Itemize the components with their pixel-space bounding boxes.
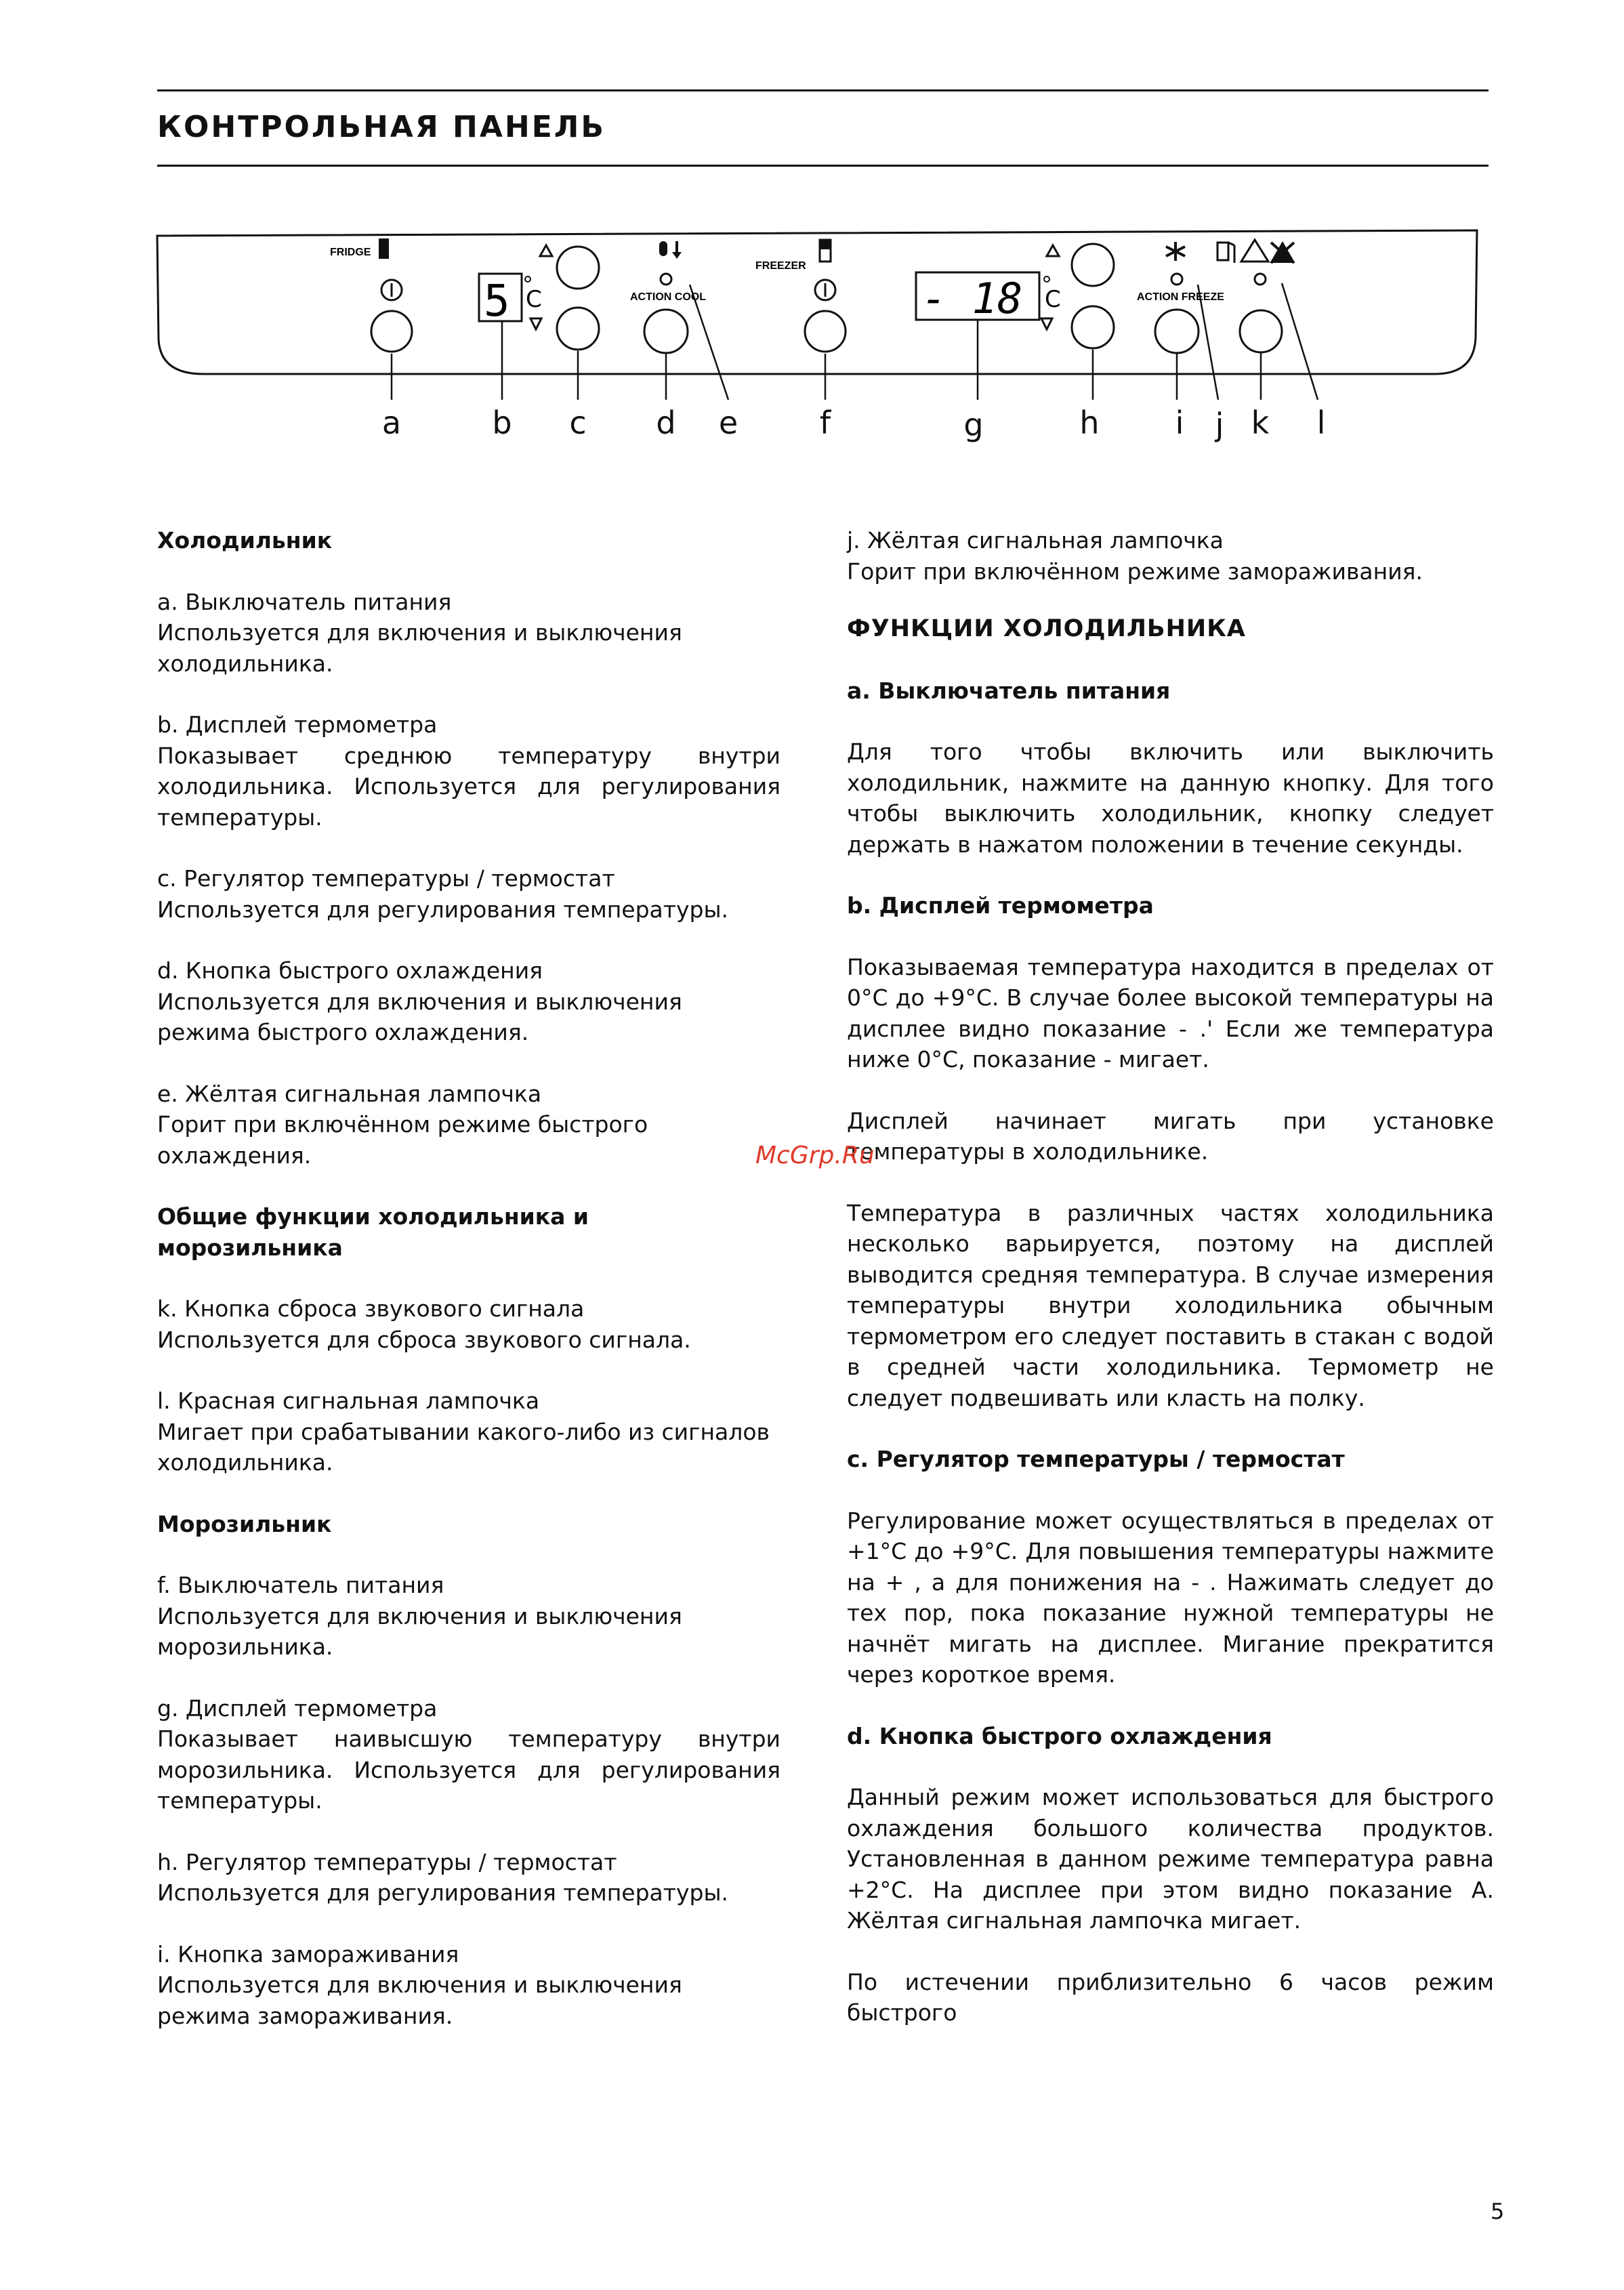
action-cool-label: ACTION COOL	[630, 291, 706, 303]
watermark: McGrp.Ru	[755, 1142, 875, 1169]
freezer-temp-up-button[interactable]	[1072, 244, 1114, 286]
freeze-button[interactable]	[1155, 310, 1199, 353]
alarm-reset-button[interactable]	[1240, 310, 1282, 352]
callout-j: j	[1215, 407, 1224, 443]
item-l-text: Мигает при срабатывании какого-либо из сигналов холодильника.	[157, 1418, 770, 1476]
alarm-led	[1255, 274, 1266, 285]
fridge-unit: C	[526, 286, 542, 313]
left-column	[157, 525, 780, 2031]
function-b-text-3: Температура в различных частях холодильника несколько варьируется, поэтому на дисплей выводится средняя температура. В случае измерения температуры внутри холодильника обычным термометром его следует поставить в стакан с водой в средней части холодильника. Термометр не следует подвешивать или класть на полку.	[847, 1199, 1494, 1411]
freezer-unit: C	[1045, 286, 1061, 313]
item-e-text: Горит при включённом режиме быстрого охлаждения.	[157, 1111, 648, 1169]
item-a-text: Используется для включения и выключения холодильника.	[157, 619, 682, 677]
function-b-text-1: Показываемая температура находится в пределах от 0°С до +9°С. В случае более высокой температуры на дисплее видно показание - .' Если же температура ниже 0°С, показание - мигает.	[847, 953, 1494, 1073]
callout-k: k	[1251, 404, 1270, 441]
item-g-title: g. Дисплей термометра	[157, 1694, 438, 1722]
function-b-text-2: Дисплей начинает мигать при установке температуры в холодильнике.	[847, 1107, 1494, 1165]
function-d-text-1: Данный режим может использоваться для быстрого охлаждения большого количества продуктов. Установленная в данном режиме температура равна +2°С. На дисплее при этом видно показание А. Жёлтая сигнальная лампочка мигает.	[847, 1784, 1494, 1934]
item-j-title: j. Жёлтая сигнальная лампочка	[847, 527, 1224, 554]
item-l-title: l. Красная сигнальная лампочка	[157, 1388, 540, 1414]
item-h-title: h. Регулятор температуры / термостат	[157, 1848, 617, 1875]
callout-e: e	[718, 404, 738, 441]
freezer-heading: Морозильник	[157, 1510, 332, 1537]
callout-b: b	[492, 404, 512, 441]
fridge-icon	[379, 238, 389, 259]
fast-cool-button[interactable]	[644, 310, 688, 353]
fridge-temp-up-button[interactable]	[557, 247, 599, 289]
item-b-title: b. Дисплей термометра	[157, 711, 438, 738]
control-panel-diagram	[0, 0, 1624, 474]
function-d-heading: d. Кнопка быстрого охлаждения	[847, 1722, 1272, 1749]
freezer-temp: - 18	[921, 274, 1023, 323]
item-g-text: Показывает наивысшую температуру внутри морозильника. Используется для регулирования температуры.	[157, 1726, 780, 1814]
callout-h: h	[1079, 404, 1100, 441]
item-k-text: Используется для сброса звукового сигнала.	[157, 1326, 691, 1353]
fridge-temp-down-button[interactable]	[557, 308, 599, 350]
freezer-temp-up-icon	[1047, 245, 1059, 256]
fridge-degree	[525, 276, 530, 282]
item-k-title: k. Кнопка сброса звукового сигнала	[157, 1295, 585, 1322]
freeze-led	[1171, 274, 1182, 285]
function-c-heading: c. Регулятор температуры / термостат	[847, 1446, 1345, 1472]
freezer-temp-down-icon	[1041, 318, 1052, 329]
fast-cool-icon	[659, 241, 682, 259]
item-i-text: Используется для включения и выключения режима замораживания.	[157, 1972, 682, 2029]
page-number: 5	[1491, 2199, 1505, 2224]
functions-heading: ФУНКЦИИ ХОЛОДИЛЬНИКА	[847, 615, 1246, 642]
callout-g: g	[963, 407, 984, 443]
item-c-title: c. Регулятор температуры / термостат	[157, 865, 615, 892]
item-d-text: Используется для включения и выключения режима быстрого охлаждения.	[157, 988, 682, 1045]
item-f-text: Используется для включения и выключения морозильника.	[157, 1602, 682, 1660]
callout-i: i	[1175, 404, 1184, 441]
item-a-title: a. Выключатель питания	[157, 588, 452, 615]
freezer-power-button[interactable]	[805, 311, 846, 352]
fridge-heading: Холодильник	[157, 527, 333, 554]
item-f-title: f. Выключатель питания	[157, 1572, 444, 1598]
alarm-mute-icon	[1271, 243, 1294, 263]
fridge-label: FRIDGE	[330, 247, 371, 258]
item-c-text: Используется для регулирования температуры.	[157, 896, 729, 923]
page-title: КОНТРОЛЬНАЯ ПАНЕЛЬ	[157, 110, 606, 144]
item-h-text: Используется для регулирования температуры.	[157, 1879, 729, 1906]
freezer-degree	[1044, 276, 1049, 282]
item-b-text: Показывает среднюю температуру внутри холодильника. Используется для регулирования температуры.	[157, 742, 780, 831]
snowflake-icon	[1166, 242, 1185, 261]
freezer-label: FREEZER	[755, 260, 806, 272]
item-e-title: e. Жёлтая сигнальная лампочка	[157, 1080, 542, 1107]
function-a-text: Для того чтобы включить или выключить холодильник, нажмите на данную кнопку. Для того чтобы выключить холодильник, кнопку следует держать в нажатом положении в течение секунды.	[847, 738, 1494, 858]
item-j-text: Горит при включённом режиме замораживания.	[847, 558, 1423, 585]
item-i-title: i. Кнопка замораживания	[157, 1940, 459, 1968]
fridge-temp-up-icon	[540, 245, 552, 256]
function-a-heading: a. Выключатель питания	[847, 677, 1171, 704]
function-b-heading: b. Дисплей термометра	[847, 892, 1154, 919]
fridge-temp: 5	[484, 276, 510, 327]
door-open-icon	[1217, 243, 1234, 263]
right-column	[847, 525, 1494, 2028]
callout-f: f	[819, 404, 831, 441]
alarm-triangle-icon	[1241, 240, 1268, 262]
common-heading: Общие функции холодильника и морозильника	[157, 1203, 589, 1261]
fridge-power-button[interactable]	[371, 311, 412, 352]
callout-d: d	[656, 404, 676, 441]
callout-c: c	[569, 404, 587, 441]
action-freeze-label: ACTION FREEZE	[1137, 291, 1224, 303]
freezer-temp-down-button[interactable]	[1072, 306, 1114, 348]
callout-l: l	[1316, 404, 1326, 441]
fast-cool-led	[661, 274, 671, 285]
function-c-text: Регулирование может осуществляться в пределах от +1°С до +9°С. Для повышения температуры нажмите на + , а для понижения на - . Нажимать следует до тех пор, пока показание нужной температуры не начнёт мигать на дисплее. Мигание прекратится через короткое время.	[847, 1507, 1494, 1688]
callout-a: a	[381, 404, 402, 441]
item-d-title: d. Кнопка быстрого охлаждения	[157, 957, 543, 984]
function-d-text-2: По истечении приблизительно 6 часов режим быстрого	[847, 1968, 1494, 2026]
fridge-temp-down-icon	[530, 318, 541, 329]
